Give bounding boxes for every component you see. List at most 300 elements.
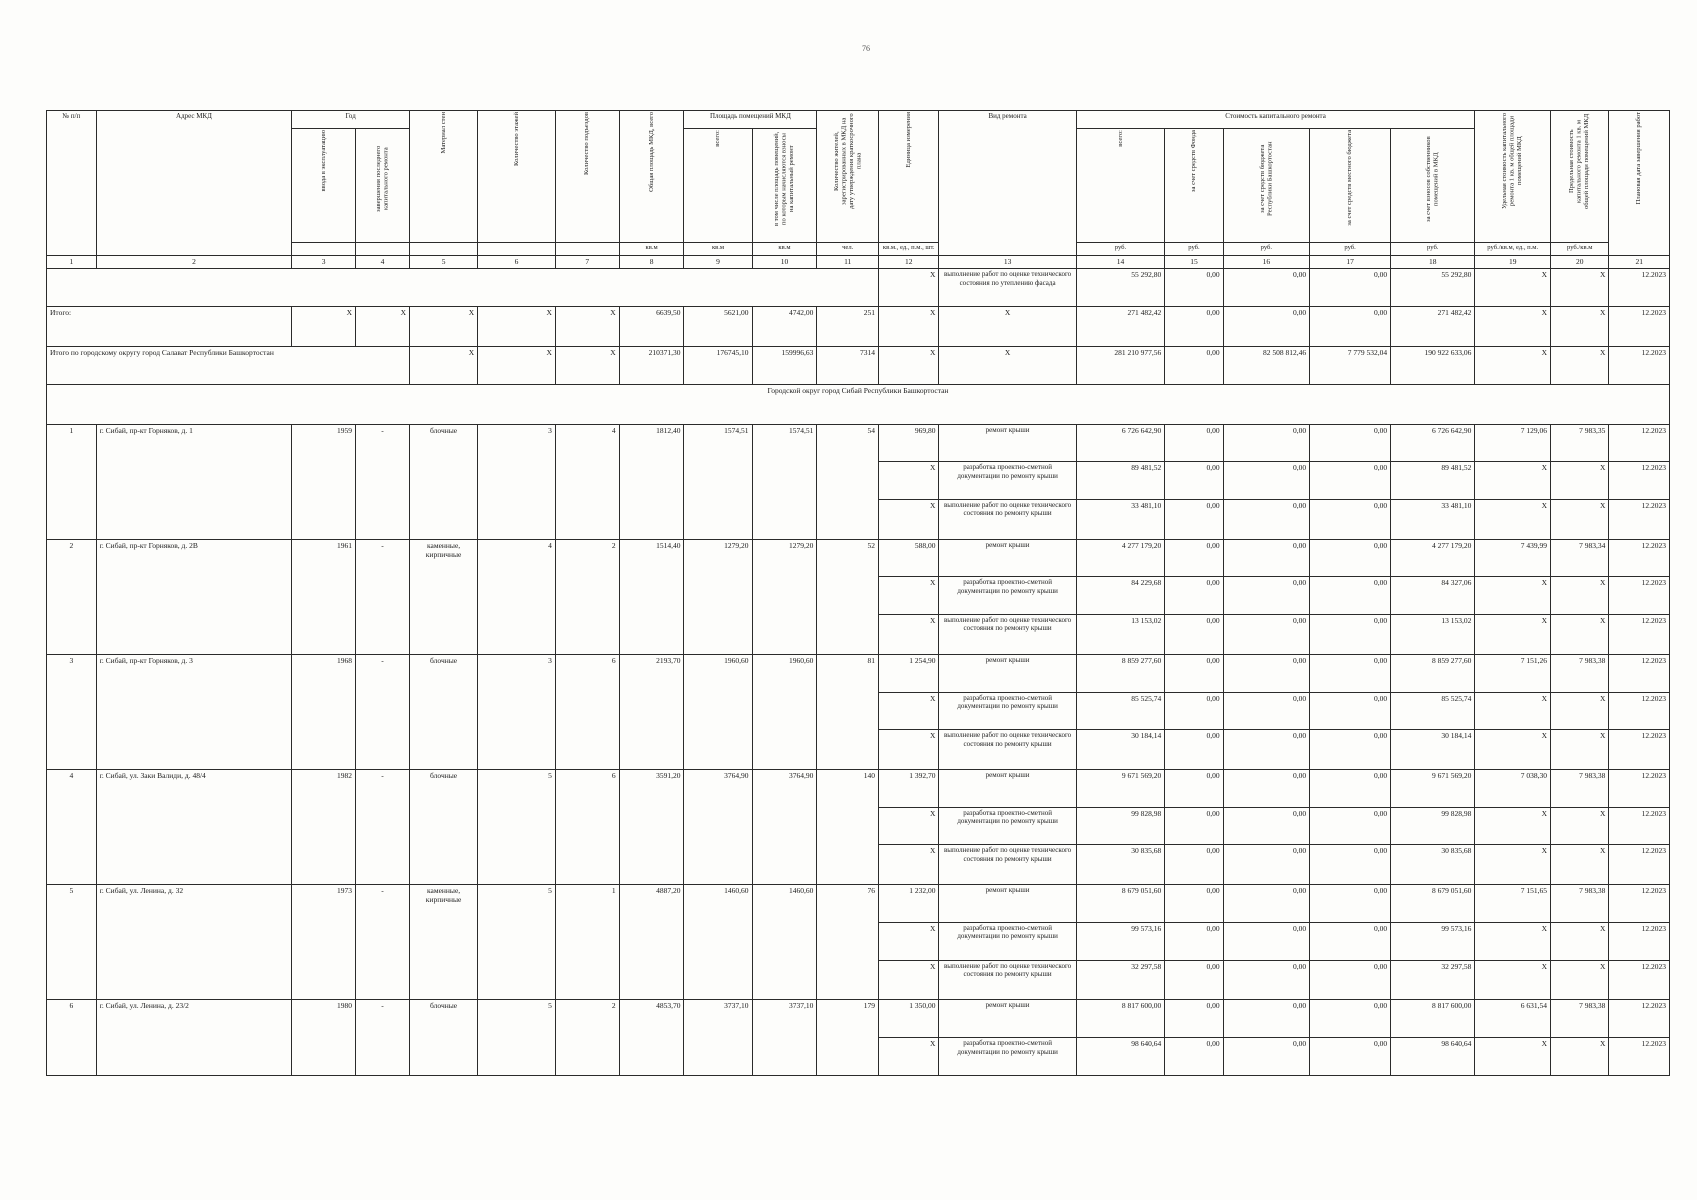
cell-fund: 0,00 xyxy=(1165,845,1223,885)
cell-cost-total: 8 859 277,60 xyxy=(1076,654,1165,692)
cell-deadline: 12.2023 xyxy=(1609,845,1670,885)
cell-unit: 588,00 xyxy=(878,539,939,577)
cell-deadline: 12.2023 xyxy=(1609,539,1670,577)
okrug-total-label: Итого по городскому округу город Салават Республики Башкортостан xyxy=(47,346,410,384)
cell-deadline: 12.2023 xyxy=(1609,269,1670,307)
cell-premises: 3764,90 xyxy=(684,770,752,885)
cell-work-type: ремонт крыши xyxy=(939,1000,1076,1038)
cell-premises: 5621,00 xyxy=(684,307,752,347)
cell-local: 0,00 xyxy=(1310,1000,1391,1038)
cell-owners: 55 292,80 xyxy=(1391,269,1475,307)
cell-unit: 1 350,00 xyxy=(878,1000,939,1038)
cell-limit: X xyxy=(1551,845,1609,885)
cell-num: 4 xyxy=(47,770,97,885)
cell-residents: 81 xyxy=(817,654,879,769)
cell-limit: X xyxy=(1551,462,1609,500)
cell-owners: 33 481,10 xyxy=(1391,499,1475,539)
cell-owners: 30 184,14 xyxy=(1391,730,1475,770)
cell-limit: X xyxy=(1551,577,1609,615)
unit-5 xyxy=(410,242,478,255)
cell-owners: 6 726 642,90 xyxy=(1391,424,1475,462)
cell-unit: X xyxy=(878,845,939,885)
cell-local: 0,00 xyxy=(1310,654,1391,692)
subtotal-label: Итого: xyxy=(47,307,292,347)
cell-republic: 0,00 xyxy=(1223,845,1309,885)
cell-owners: 99 573,16 xyxy=(1391,922,1475,960)
cell-unit: X xyxy=(878,922,939,960)
cell-republic: 0,00 xyxy=(1223,692,1309,730)
header-row-1 xyxy=(47,111,1670,129)
cell-fund: 0,00 xyxy=(1165,1000,1223,1038)
header-address: Адрес МКД xyxy=(96,111,292,256)
cell-premises-owned: 4742,00 xyxy=(752,307,817,347)
colnum: 19 xyxy=(1475,256,1551,269)
unit-11: чел. xyxy=(817,242,879,255)
cell-specific: X xyxy=(1475,615,1551,655)
cell-local: 0,00 xyxy=(1310,885,1391,923)
cell-premises: 1574,51 xyxy=(684,424,752,539)
cell-limit: X xyxy=(1551,730,1609,770)
cell-cost-total: 6 726 642,90 xyxy=(1076,424,1165,462)
cell-premises-owned: 1460,60 xyxy=(752,885,817,1000)
cell-work-type: разработка проектно-сметной документации по ремонту крыши xyxy=(939,692,1076,730)
table-row xyxy=(47,269,1670,307)
cell-fund: 0,00 xyxy=(1165,269,1223,307)
header-limit-cost: Предельная стоимость капитального ремонта 1 кв. м общей площади помещений МКД xyxy=(1551,111,1609,243)
cell-republic: 0,00 xyxy=(1223,499,1309,539)
cell-local: 0,00 xyxy=(1310,730,1391,770)
unit-15: руб. xyxy=(1165,242,1223,255)
cell-work-type: разработка проектно-сметной документации по ремонту крыши xyxy=(939,922,1076,960)
cell-cost-total: 271 482,42 xyxy=(1076,307,1165,347)
colnum: 10 xyxy=(752,256,817,269)
cell-fund: 0,00 xyxy=(1165,539,1223,577)
unit-8: кв.м xyxy=(619,242,684,255)
cell-local: 0,00 xyxy=(1310,269,1391,307)
cell-local: 0,00 xyxy=(1310,770,1391,808)
cell-owners: 99 828,98 xyxy=(1391,807,1475,845)
cell-cost-total: 30 184,14 xyxy=(1076,730,1165,770)
cell-owners: 98 640,64 xyxy=(1391,1038,1475,1076)
colnum: 5 xyxy=(410,256,478,269)
cell-limit: 7 983,38 xyxy=(1551,885,1609,923)
table-row xyxy=(47,424,1670,462)
cell-entrances: 6 xyxy=(555,654,619,769)
colnum: 17 xyxy=(1310,256,1391,269)
cell-specific: 7 151,26 xyxy=(1475,654,1551,692)
cell-republic: 0,00 xyxy=(1223,807,1309,845)
header-year: Год xyxy=(292,111,410,129)
cell-fund: 0,00 xyxy=(1165,730,1223,770)
cell-unit: 969,80 xyxy=(878,424,939,462)
cell-unit: X xyxy=(878,730,939,770)
cell-republic: 0,00 xyxy=(1223,539,1309,577)
unit-12: кв.м., ед., п.м., шт. xyxy=(878,242,939,255)
cell-deadline: 12.2023 xyxy=(1609,654,1670,692)
cell-entrances: 4 xyxy=(555,424,619,539)
cell-year-last-repair: - xyxy=(356,654,410,769)
cell-deadline: 12.2023 xyxy=(1609,770,1670,808)
cell-unit: 1 254,90 xyxy=(878,654,939,692)
unit-7 xyxy=(555,242,619,255)
header-local-budget: за счет средств местного бюджета xyxy=(1310,128,1391,242)
cell-republic: 0,00 xyxy=(1223,615,1309,655)
colnum: 4 xyxy=(356,256,410,269)
cell-cost-total: 13 153,02 xyxy=(1076,615,1165,655)
cell-specific: X xyxy=(1475,960,1551,1000)
cell-fund: 0,00 xyxy=(1165,307,1223,347)
cell-cost-total: 8 679 051,60 xyxy=(1076,885,1165,923)
cell-limit: 7 983,35 xyxy=(1551,424,1609,462)
cell-owners: 85 525,74 xyxy=(1391,692,1475,730)
cell-address: г. Сибай, пр-кт Горняков, д. 2В xyxy=(96,539,292,654)
header-floors: Количество этажей xyxy=(478,111,556,243)
cell-x: X xyxy=(292,307,356,347)
cell-deadline: 12.2023 xyxy=(1609,307,1670,347)
cell-deadline: 12.2023 xyxy=(1609,462,1670,500)
section-title-row xyxy=(47,384,1670,424)
cell-year-commission: 1959 xyxy=(292,424,356,539)
cell-residents: 54 xyxy=(817,424,879,539)
cell-fund: 0,00 xyxy=(1165,577,1223,615)
cell-cost-total: 4 277 179,20 xyxy=(1076,539,1165,577)
cell-total-area: 4853,70 xyxy=(619,1000,684,1076)
colnum: 8 xyxy=(619,256,684,269)
cell-cost-total: 98 640,64 xyxy=(1076,1038,1165,1076)
cell-floors: 5 xyxy=(478,770,556,885)
cell-cost-total: 32 297,58 xyxy=(1076,960,1165,1000)
cell-unit: X xyxy=(878,499,939,539)
cell-owners: 89 481,52 xyxy=(1391,462,1475,500)
cell-republic: 0,00 xyxy=(1223,654,1309,692)
cell-unit: 1 232,00 xyxy=(878,885,939,923)
cell-year-last-repair: - xyxy=(356,885,410,1000)
unit-6 xyxy=(478,242,556,255)
cell-x: X xyxy=(478,307,556,347)
cell-cost-total: 281 210 977,56 xyxy=(1076,346,1165,384)
table-row xyxy=(47,654,1670,692)
colnum: 16 xyxy=(1223,256,1309,269)
colnum: 2 xyxy=(96,256,292,269)
unit-19: руб./кв.м, ед., п.м. xyxy=(1475,242,1551,255)
cell-floors: 3 xyxy=(478,654,556,769)
cell-cost-total: 33 481,10 xyxy=(1076,499,1165,539)
cell-unit: 1 392,70 xyxy=(878,770,939,808)
cell-fund: 0,00 xyxy=(1165,424,1223,462)
cell-premises: 1960,60 xyxy=(684,654,752,769)
cell-specific: X xyxy=(1475,577,1551,615)
cell-cost-total: 99 573,16 xyxy=(1076,922,1165,960)
cell-unit: X xyxy=(878,346,939,384)
cell-residents: 76 xyxy=(817,885,879,1000)
cell-cost-total: 9 671 569,20 xyxy=(1076,770,1165,808)
cell-work-type: ремонт крыши xyxy=(939,654,1076,692)
cell-republic: 0,00 xyxy=(1223,885,1309,923)
cell-premises: 1460,60 xyxy=(684,885,752,1000)
header-premises-area: Площадь помещений МКД xyxy=(684,111,817,129)
cell-year-last-repair: - xyxy=(356,539,410,654)
cell-local: 0,00 xyxy=(1310,462,1391,500)
cell-entrances: 1 xyxy=(555,885,619,1000)
header-year-commission: ввода в эксплуатацию xyxy=(292,128,356,242)
cell-deadline: 12.2023 xyxy=(1609,499,1670,539)
page-number: 76 xyxy=(862,44,870,53)
cell-owners: 271 482,42 xyxy=(1391,307,1475,347)
cell-work-type: ремонт крыши xyxy=(939,885,1076,923)
header-num: № п/п xyxy=(47,111,97,256)
empty-cells xyxy=(47,269,879,307)
cell-wall-material: блочные xyxy=(410,770,478,885)
cell-fund: 0,00 xyxy=(1165,922,1223,960)
cell-republic: 0,00 xyxy=(1223,1038,1309,1076)
header-specific-cost: Удельная стоимость капитального ремонта 1 кв. м общей площади помещений МКД xyxy=(1475,111,1551,243)
cell-wall-material: блочные xyxy=(410,1000,478,1076)
cell-fund: 0,00 xyxy=(1165,346,1223,384)
okrug-total-row xyxy=(47,346,1670,384)
cell-republic: 0,00 xyxy=(1223,960,1309,1000)
cell-cost-total: 8 817 600,00 xyxy=(1076,1000,1165,1038)
cell-fund: 0,00 xyxy=(1165,615,1223,655)
cell-owners: 8 859 277,60 xyxy=(1391,654,1475,692)
header-cost: Стоимость капитального ремонта xyxy=(1076,111,1475,129)
cell-fund: 0,00 xyxy=(1165,807,1223,845)
header-entrances: Количество подъездов xyxy=(555,111,619,243)
cell-local: 0,00 xyxy=(1310,424,1391,462)
cell-owners: 32 297,58 xyxy=(1391,960,1475,1000)
cell-total-area: 1812,40 xyxy=(619,424,684,539)
cell-specific: X xyxy=(1475,922,1551,960)
cell-cost-total: 85 525,74 xyxy=(1076,692,1165,730)
header-owners: за счет взносов собственников помещений в МКД xyxy=(1391,128,1475,242)
cell-local: 0,00 xyxy=(1310,615,1391,655)
cell-work-type: X xyxy=(939,346,1076,384)
cell-republic: 82 508 812,46 xyxy=(1223,346,1309,384)
cell-cost-total: 84 229,68 xyxy=(1076,577,1165,615)
cell-deadline: 12.2023 xyxy=(1609,960,1670,1000)
cell-specific: X xyxy=(1475,1038,1551,1076)
colnum: 12 xyxy=(878,256,939,269)
cell-deadline: 12.2023 xyxy=(1609,807,1670,845)
cell-year-commission: 1982 xyxy=(292,770,356,885)
table-row xyxy=(47,539,1670,577)
cell-x: X xyxy=(356,307,410,347)
capital-repair-plan-table xyxy=(46,110,1670,1076)
cell-residents: 179 xyxy=(817,1000,879,1076)
cell-address: г. Сибай, ул. Заки Валиди, д. 48/4 xyxy=(96,770,292,885)
cell-specific: X xyxy=(1475,730,1551,770)
cell-owners: 190 922 633,06 xyxy=(1391,346,1475,384)
cell-address: г. Сибай, пр-кт Горняков, д. 1 xyxy=(96,424,292,539)
subtotal-row xyxy=(47,307,1670,347)
colnum: 11 xyxy=(817,256,879,269)
cell-num: 6 xyxy=(47,1000,97,1076)
cell-limit: 7 983,38 xyxy=(1551,1000,1609,1038)
cell-residents: 7314 xyxy=(817,346,879,384)
cell-floors: 5 xyxy=(478,885,556,1000)
cell-unit: X xyxy=(878,1038,939,1076)
cell-work-type: выполнение работ по оценке технического состояния по ремонту крыши xyxy=(939,730,1076,770)
cell-premises-owned: 1960,60 xyxy=(752,654,817,769)
cell-deadline: 12.2023 xyxy=(1609,1038,1670,1076)
cell-local: 0,00 xyxy=(1310,1038,1391,1076)
cell-specific: X xyxy=(1475,499,1551,539)
cell-work-type: выполнение работ по оценке технического состояния по ремонту крыши xyxy=(939,960,1076,1000)
cell-deadline: 12.2023 xyxy=(1609,692,1670,730)
unit-16: руб. xyxy=(1223,242,1309,255)
cell-work-type: выполнение работ по оценке технического состояния по ремонту крыши xyxy=(939,615,1076,655)
cell-fund: 0,00 xyxy=(1165,885,1223,923)
header-residents: Количество жителей, зарегистрированных в МКД на дату утверждения краткосрочного плана xyxy=(817,111,879,243)
cell-num: 2 xyxy=(47,539,97,654)
cell-specific: 7 038,30 xyxy=(1475,770,1551,808)
unit-17: руб. xyxy=(1310,242,1391,255)
cell-x: X xyxy=(410,346,478,384)
cell-deadline: 12.2023 xyxy=(1609,424,1670,462)
header-total-area: Общая площадь МКД, всего xyxy=(619,111,684,243)
cell-local: 0,00 xyxy=(1310,539,1391,577)
cell-total-area: 2193,70 xyxy=(619,654,684,769)
cell-republic: 0,00 xyxy=(1223,770,1309,808)
cell-floors: 4 xyxy=(478,539,556,654)
cell-address: г. Сибай, ул. Ленина, д. 32 xyxy=(96,885,292,1000)
cell-limit: X xyxy=(1551,960,1609,1000)
cell-limit: X xyxy=(1551,922,1609,960)
unit-3 xyxy=(292,242,356,255)
cell-owners: 8 817 600,00 xyxy=(1391,1000,1475,1038)
cell-republic: 0,00 xyxy=(1223,577,1309,615)
cell-total-area: 4887,20 xyxy=(619,885,684,1000)
colnum: 13 xyxy=(939,256,1076,269)
table-row xyxy=(47,1000,1670,1038)
cell-fund: 0,00 xyxy=(1165,462,1223,500)
section-title: Городской округ город Сибай Республики Башкортостан xyxy=(47,384,1670,424)
cell-wall-material: каменные, кирпичные xyxy=(410,885,478,1000)
cell-fund: 0,00 xyxy=(1165,1038,1223,1076)
cell-year-last-repair: - xyxy=(356,424,410,539)
cell-work-type: ремонт крыши xyxy=(939,539,1076,577)
cell-work-type: ремонт крыши xyxy=(939,424,1076,462)
header-wall-material: Материал стен xyxy=(410,111,478,243)
cell-limit: X xyxy=(1551,499,1609,539)
cell-total-area: 1514,40 xyxy=(619,539,684,654)
unit-10: кв.м xyxy=(752,242,817,255)
colnum: 15 xyxy=(1165,256,1223,269)
cell-year-commission: 1968 xyxy=(292,654,356,769)
header-unit: Единица измерения xyxy=(878,111,939,243)
cell-local: 7 779 532,04 xyxy=(1310,346,1391,384)
unit-20: руб./кв.м xyxy=(1551,242,1609,255)
cell-work-type: разработка проектно-сметной документации по ремонту крыши xyxy=(939,577,1076,615)
unit-4 xyxy=(356,242,410,255)
header-premises-owned: в том числе площадь помещений, по которым начисляются взносы на капитальный ремонт xyxy=(752,128,817,242)
cell-unit: X xyxy=(878,269,939,307)
cell-num: 5 xyxy=(47,885,97,1000)
cell-limit: 7 983,38 xyxy=(1551,770,1609,808)
cell-specific: X xyxy=(1475,692,1551,730)
cell-unit: X xyxy=(878,577,939,615)
cell-x: X xyxy=(555,346,619,384)
cell-entrances: 2 xyxy=(555,1000,619,1076)
cell-republic: 0,00 xyxy=(1223,462,1309,500)
cell-work-type: выполнение работ по оценке технического состояния по утеплению фасада xyxy=(939,269,1076,307)
cell-limit: 7 983,38 xyxy=(1551,654,1609,692)
cell-specific: X xyxy=(1475,807,1551,845)
cell-x: X xyxy=(478,346,556,384)
cell-local: 0,00 xyxy=(1310,577,1391,615)
cell-owners: 4 277 179,20 xyxy=(1391,539,1475,577)
cell-republic: 0,00 xyxy=(1223,307,1309,347)
cell-cost-total: 89 481,52 xyxy=(1076,462,1165,500)
cell-local: 0,00 xyxy=(1310,922,1391,960)
cell-premises-owned: 159996,63 xyxy=(752,346,817,384)
cell-owners: 30 835,68 xyxy=(1391,845,1475,885)
cell-fund: 0,00 xyxy=(1165,654,1223,692)
cell-total-area: 210371,30 xyxy=(619,346,684,384)
cell-specific: 7 129,06 xyxy=(1475,424,1551,462)
cell-premises-owned: 3737,10 xyxy=(752,1000,817,1076)
cell-deadline: 12.2023 xyxy=(1609,922,1670,960)
cell-year-commission: 1980 xyxy=(292,1000,356,1076)
cell-wall-material: каменные, кирпичные xyxy=(410,539,478,654)
cell-num: 1 xyxy=(47,424,97,539)
cell-specific: X xyxy=(1475,845,1551,885)
cell-work-type: выполнение работ по оценке технического состояния по ремонту крыши xyxy=(939,499,1076,539)
cell-owners: 8 679 051,60 xyxy=(1391,885,1475,923)
header-cost-total: всего: xyxy=(1076,128,1165,242)
colnum: 21 xyxy=(1609,256,1670,269)
table-row xyxy=(47,885,1670,923)
cell-x: X xyxy=(410,307,478,347)
cell-fund: 0,00 xyxy=(1165,692,1223,730)
cell-local: 0,00 xyxy=(1310,692,1391,730)
cell-republic: 0,00 xyxy=(1223,922,1309,960)
cell-premises: 3737,10 xyxy=(684,1000,752,1076)
cell-local: 0,00 xyxy=(1310,307,1391,347)
cell-local: 0,00 xyxy=(1310,807,1391,845)
cell-republic: 0,00 xyxy=(1223,1000,1309,1038)
cell-specific: X xyxy=(1475,346,1551,384)
cell-year-last-repair: - xyxy=(356,1000,410,1076)
cell-total-area: 3591,20 xyxy=(619,770,684,885)
cell-cost-total: 30 835,68 xyxy=(1076,845,1165,885)
cell-premises: 1279,20 xyxy=(684,539,752,654)
cell-limit: X xyxy=(1551,307,1609,347)
cell-fund: 0,00 xyxy=(1165,770,1223,808)
cell-work-type: ремонт крыши xyxy=(939,770,1076,808)
header-premises-total: всего: xyxy=(684,128,752,242)
header-work-type: Вид ремонта xyxy=(939,111,1076,256)
cell-limit: X xyxy=(1551,269,1609,307)
cell-limit: X xyxy=(1551,692,1609,730)
cell-limit: 7 983,34 xyxy=(1551,539,1609,577)
cell-residents: 251 xyxy=(817,307,879,347)
header-republic-budget: за счет средств бюджета Республики Башкортостан xyxy=(1223,128,1309,242)
cell-residents: 140 xyxy=(817,770,879,885)
cell-owners: 9 671 569,20 xyxy=(1391,770,1475,808)
cell-fund: 0,00 xyxy=(1165,499,1223,539)
colnum: 3 xyxy=(292,256,356,269)
colnum: 9 xyxy=(684,256,752,269)
cell-specific: X xyxy=(1475,269,1551,307)
cell-limit: X xyxy=(1551,1038,1609,1076)
cell-owners: 84 327,06 xyxy=(1391,577,1475,615)
cell-republic: 0,00 xyxy=(1223,730,1309,770)
cell-deadline: 12.2023 xyxy=(1609,577,1670,615)
cell-republic: 0,00 xyxy=(1223,424,1309,462)
cell-premises-owned: 1574,51 xyxy=(752,424,817,539)
cell-x: X xyxy=(555,307,619,347)
table-row xyxy=(47,770,1670,808)
